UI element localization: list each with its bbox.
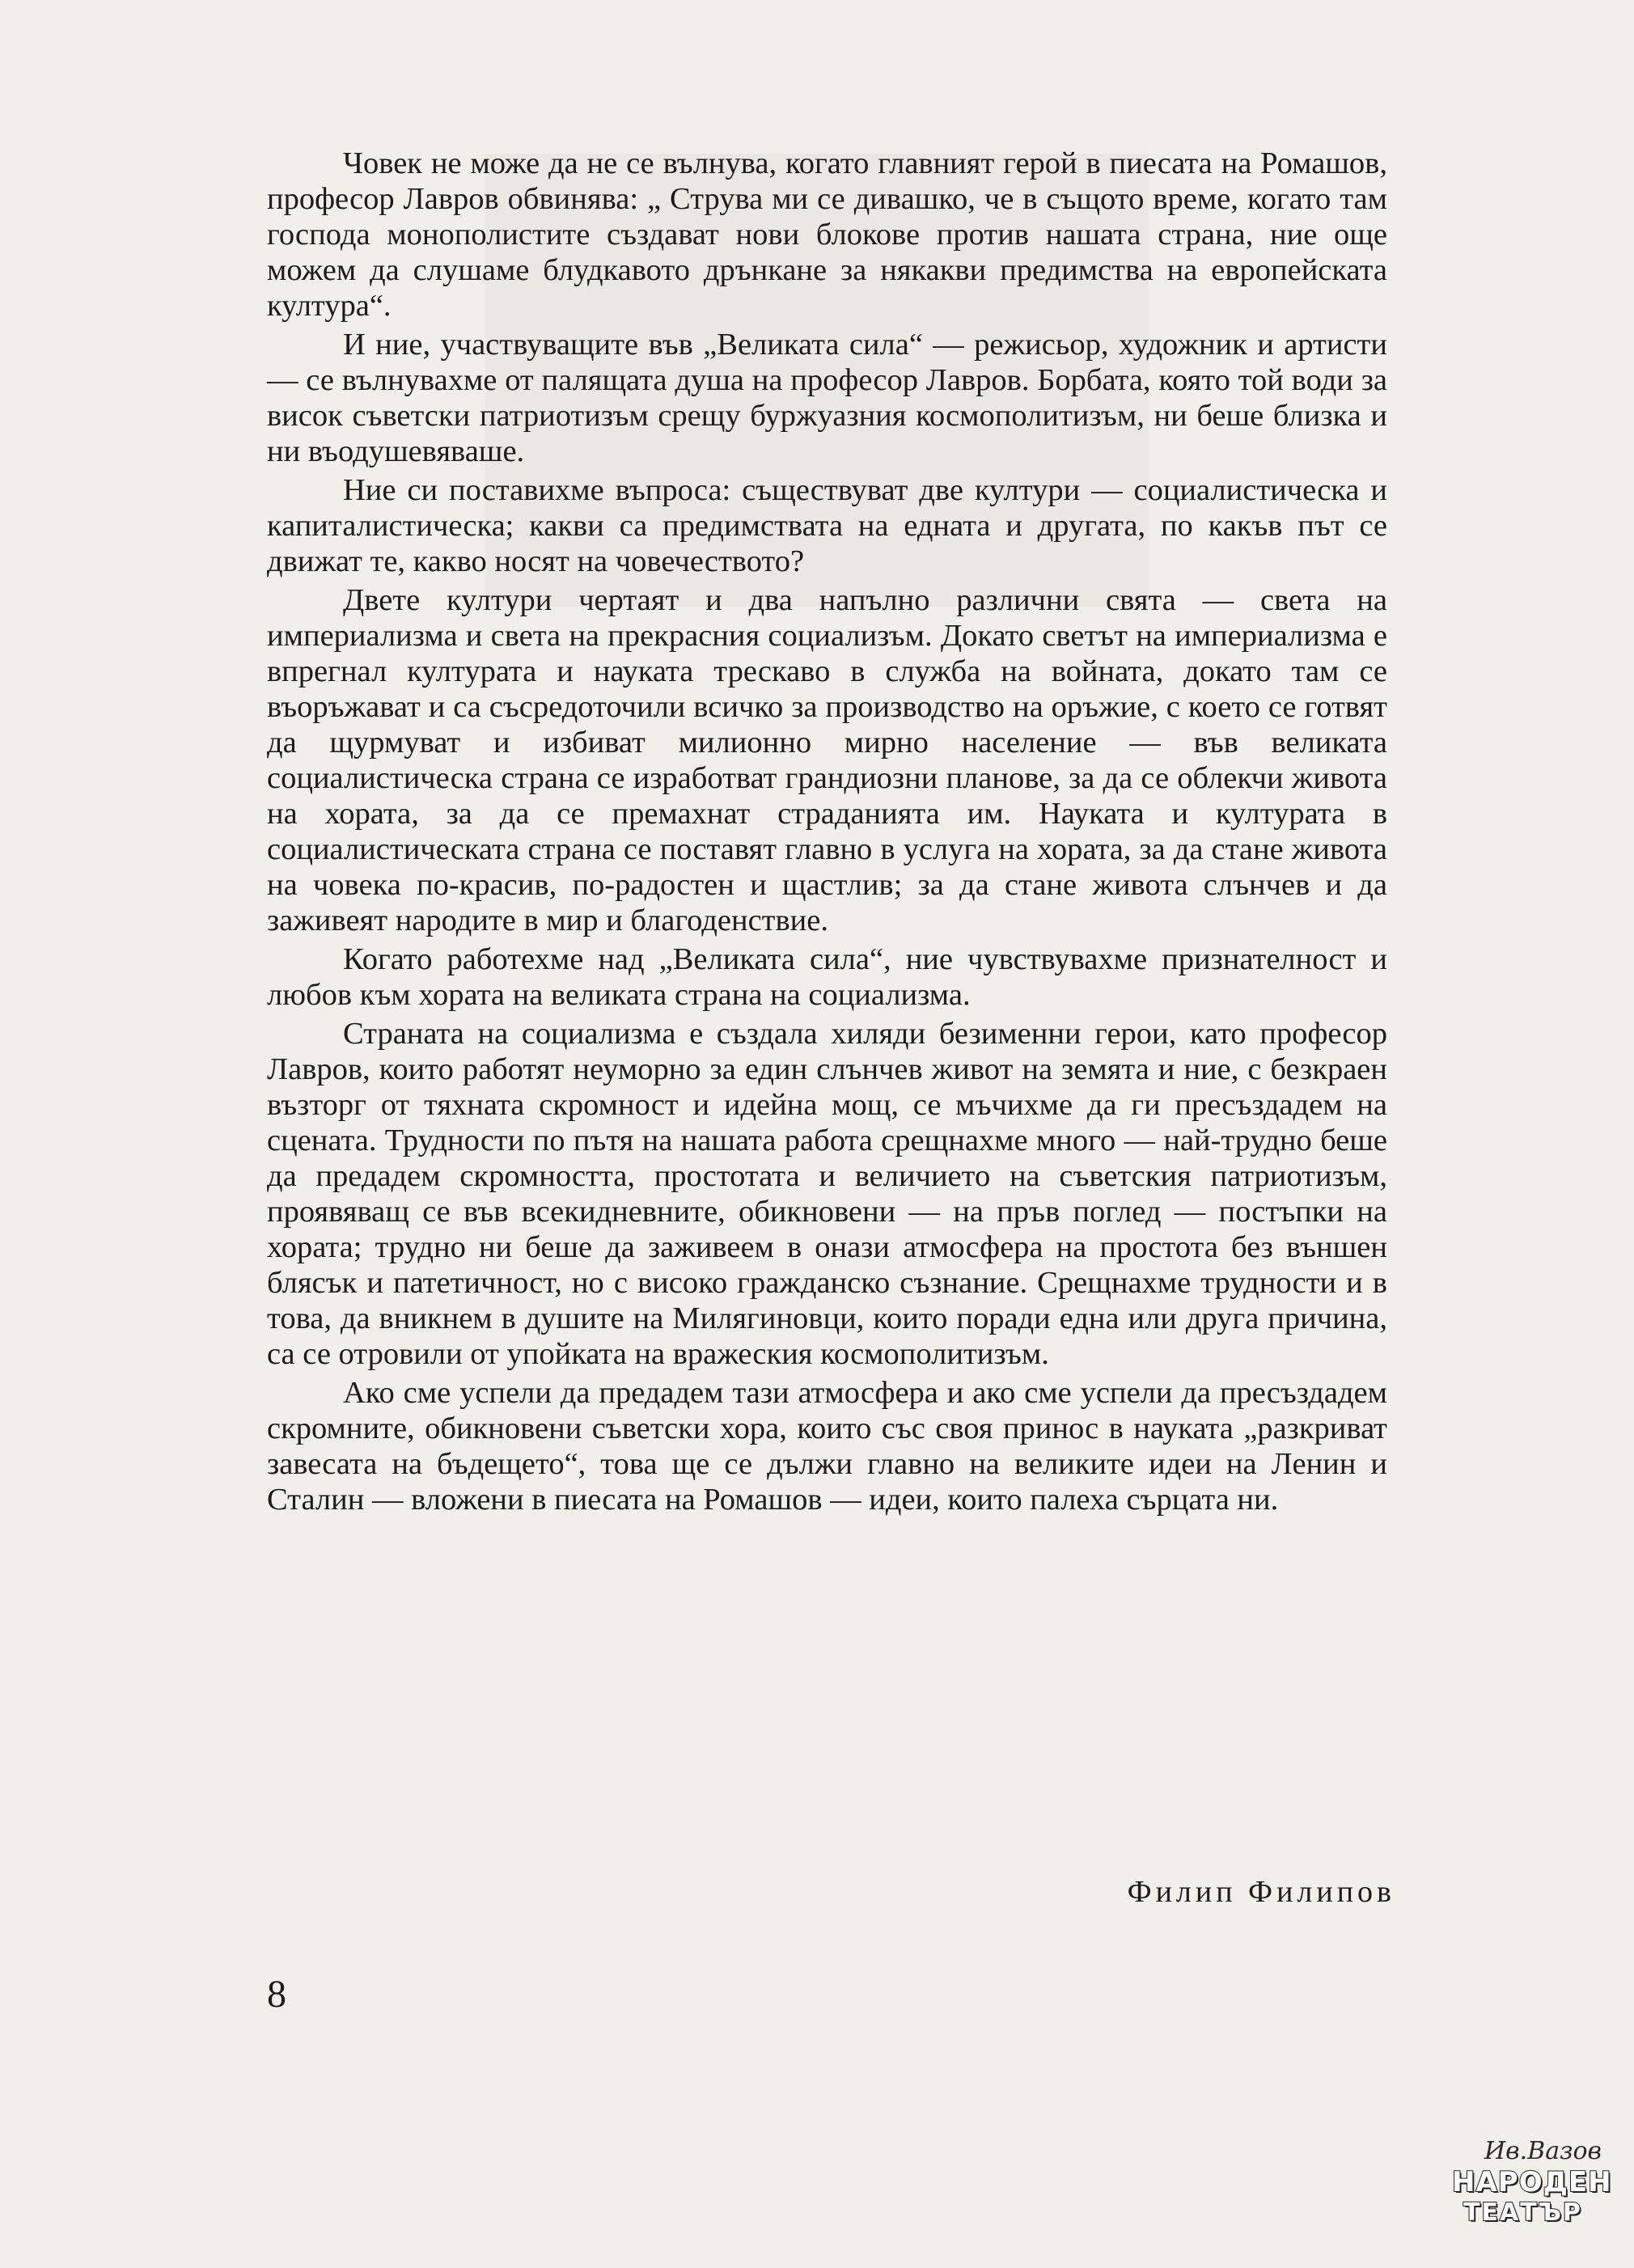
paragraph-3: Ние си поставихме въпроса: съществуват две култури — социалистическа и капиталистическа; какви са предимствата на едната и другата, по какъв път се движат те, какво носят на човечеството? xyxy=(267,473,1387,578)
national-theatre-logo xyxy=(1452,2137,1612,2232)
paragraph-2: И ние, участвуващите във „Великата сила“ — режисьор, художник и артисти — се вълнувахме от палящата душа на професор Лавров. Борбата, която той води за висок съветски патриотизъм срещу буржуазния космополитизъм, ни беше близка и ни въодушевяваше. xyxy=(267,328,1387,468)
paragraph-5: Когато работехме над „Великата сила“, ние чувствувахме признателност и любов към хората на великата страна на социализма. xyxy=(267,942,1387,1012)
paragraph-6: Страната на социализма е създала хиляди безименни герои, като професор Лавров, които работят неуморно за един слънчев живот на земята и ние, с безкраен възторг от тяхната скромност и идейна мощ, се мъчихме да ги пресъздадем на сцената. Трудности по пътя на нашата работа срещнахме много — най-трудно беше да предадем скромността, простотата и величието на съветския патриотизъм, проявяващ се във всекидневните, обикновени — на пръв поглед — постъпки на хората; трудно ни беше да заживеем в онази атмосфера на простота без външен блясък и патетичност, но с високо гражданско съзнание. Срещнахме трудности и в това, да вникнем в душите на Милягиновци, които поради една или друга причина, са се отровили от упойката на вражеския космополитизъм. xyxy=(267,1017,1387,1371)
logo-line-1: НАРОДЕН xyxy=(1452,2166,1612,2198)
logo-line-2: ТЕАТЪР xyxy=(1463,2198,1582,2227)
article-body xyxy=(267,146,1387,1521)
paragraph-1: Човек не може да не се вълнува, когато главният герой в пиесата на Ромашов, професор Лавров обвинява: „ Струва ми се дивашко, че в същото време, когато там господа монополистите създават нови блокове против нашата страна, ние още можем да слушаме блудкавото дрънкане за някакви предимства на европейската култура“. xyxy=(267,146,1387,323)
logo-script: Ив.Вазов xyxy=(1484,2137,1602,2165)
page-number: 8 xyxy=(267,1973,286,2016)
paragraph-7: Ако сме успели да предадем тази атмосфера и ако сме успели да пресъздадем скромните, обикновени съветски хора, които със своя принос в науката „разкриват завесата на бъдещето“, това ще се дължи главно на великите идеи на Ленин и Сталин — вложени в пиесата на Ромашов — идеи, които палеха сърцата ни. xyxy=(267,1376,1387,1517)
author-signature: Филип Филипов xyxy=(1127,1875,1395,1909)
paragraph-4: Двете култури чертаят и два напълно различни свята — света на империализма и света на прекрасния социализъм. Докато светът на империализма е впрегнал културата и науката трескаво в служба на войната, докато там се въоръжават и са съсредоточили всичко за производство на оръжие, с което се готвят да щурмуват и избиват милионно мирно население — във великата социалистическа страна се изработват грандиозни планове, за да се облекчи живота на хората, за да се премахнат страданията им. Науката и културата в социалистическата страна се поставят главно в услуга на хората, за да стане живота на човека по-красив, по-радостен и щастлив; за да стане живота слънчев и да заживеят народите в мир и благоденствие. xyxy=(267,583,1387,937)
